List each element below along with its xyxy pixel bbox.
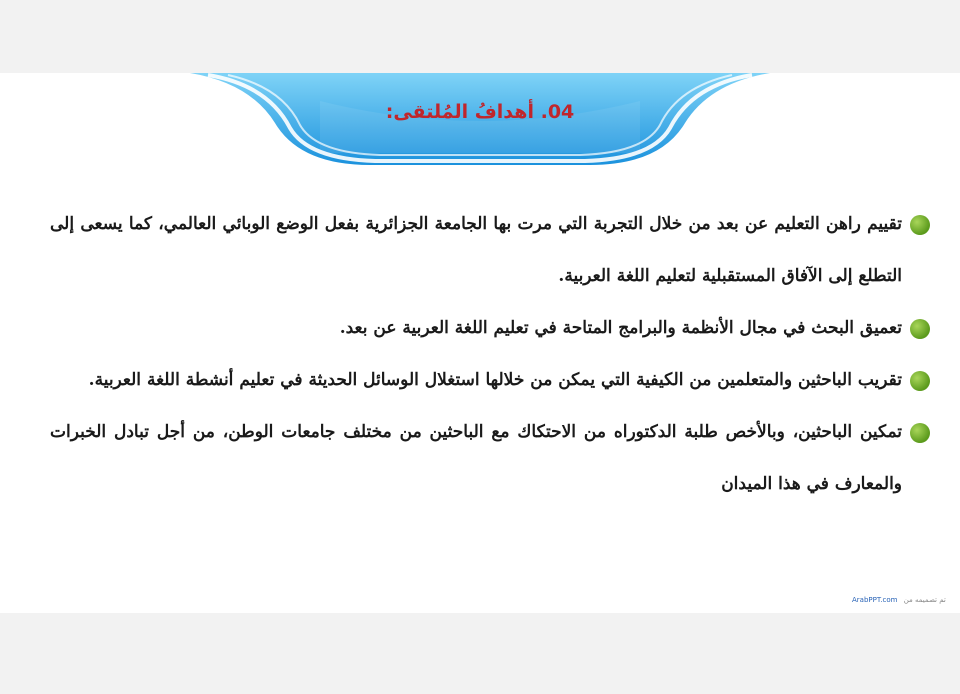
list-item <box>50 302 930 354</box>
bullet-text: تعميق البحث في مجال الأنظمة والبرامج المتاحة في تعليم اللغة العربية عن بعد. <box>339 318 902 338</box>
slide-title: 04. أهدافُ المُلتقى: <box>385 101 575 123</box>
bullet-dot-icon <box>910 319 930 339</box>
bullet-text: تقريب الباحثين والمتعلمين من الكيفية التي يمكن من خلالها استغلال الوسائل الحديثة في تعليم أنشطة اللغة العربية. <box>88 370 902 390</box>
bullet-dot-icon <box>910 423 930 443</box>
list-item <box>50 354 930 406</box>
list-item <box>50 406 930 510</box>
template-credit <box>852 596 946 604</box>
bullet-text: تقييم راهن التعليم عن بعد من خلال التجربة التي مرت بها الجامعة الجزائرية بفعل الوضع الوبائي العالمي، كما يسعى إلى التطلع إلى الآفاق المستقبلية لتعليم اللغة العربية. <box>50 214 902 286</box>
slide <box>0 73 960 613</box>
bullet-dot-icon <box>910 215 930 235</box>
objectives-list <box>50 198 930 510</box>
bullet-dot-icon <box>910 371 930 391</box>
credit-site-link[interactable]: ArabPPT.com <box>852 596 898 604</box>
list-item <box>50 198 930 302</box>
bullet-text: تمكين الباحثين، وبالأخص طلبة الدكتوراه من الاحتكاك مع الباحثين من مختلف جامعات الوطن، من أجل تبادل الخبرات والمعارف في هذا الميدان <box>50 422 902 494</box>
credit-prefix: تم تصميمه من <box>903 596 946 604</box>
